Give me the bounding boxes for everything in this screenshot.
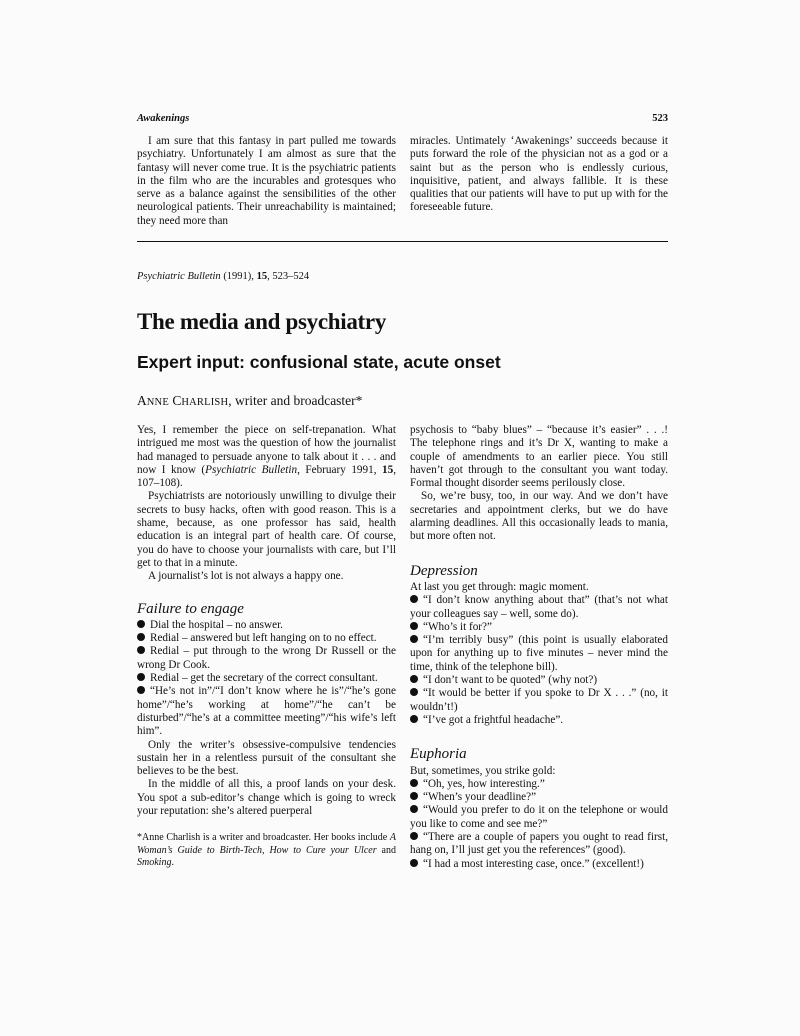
- bullet-text: Redial – answered but left hanging on to no effect.: [150, 632, 377, 645]
- running-head-title: Awakenings: [137, 113, 190, 124]
- bullet-item: [410, 634, 668, 674]
- bullet-text: “There are a couple of papers you ought to read first, hang on, I’ll just get you the references” (good).: [410, 831, 668, 857]
- bullet-icon: [137, 673, 145, 681]
- bullet-item: [410, 714, 668, 727]
- citation-volume: 15: [256, 271, 268, 282]
- paragraph: [137, 424, 396, 490]
- article-divider: [137, 241, 668, 242]
- bullet-item: [137, 685, 396, 738]
- paragraph: In the middle of all this, a proof lands on your desk. You spot a sub-editor’s change which is going to wreck your reputation: she’s altered puerperal: [137, 778, 396, 818]
- bullet-text: “I had a most interesting case, once.” (excellent!): [423, 857, 644, 870]
- citation-journal: Psychiatric Bulletin: [137, 271, 221, 282]
- volume: 15: [382, 463, 394, 476]
- bullet-icon: [410, 715, 418, 723]
- bullet-icon: [410, 805, 418, 813]
- bullet-icon: [137, 686, 145, 694]
- section-heading: Failure to engage: [137, 600, 244, 617]
- prev-article-column-left: [137, 135, 396, 228]
- article-title: The media and psychiatry: [137, 309, 387, 334]
- bullet-item: [410, 831, 668, 858]
- bullet-icon: [410, 595, 418, 603]
- section-heading: Euphoria: [410, 746, 467, 763]
- bullet-text: “Would you prefer to do it on the telephone or would you like to come and see me?”: [410, 804, 668, 830]
- prev-article-column-right: [410, 135, 668, 215]
- bullet-text: “He’s not in”/“I don’t know where he is”/“he’s gone home”/“he’s working at home”/“he can’t be disturbed”/“he’s at a committee meeting”/“his wife’s left him”.: [137, 685, 396, 738]
- text-run: Yes, I remember the piece on self-trepanation. What intrigued me most was the question of how the journalist had managed to persuade anyone to talk about it . . . and now I know (: [137, 424, 396, 476]
- bullet-item: [137, 672, 396, 685]
- page-number: 523: [652, 113, 668, 124]
- prev-article-paragraph: miracles. Untimately ‘Awakenings’ succeeds because it puts forward the role of the physician not as a god or a saint but as the person who is endlessly curious, inquisitive, patient, and always fallible. It is these qualities that our patients will have to put up with for the foreseeable future.: [410, 135, 668, 214]
- paragraph: psychosis to “baby blues” – “because it’s easier” . . .! The telephone rings and it’s Dr X, wanting to make a couple of amendments to an earlier piece. You still haven’t got through to the consultant you want today. Formal thought disorder seems perilously close.: [410, 424, 668, 490]
- journal-name: Psychiatric Bulletin: [205, 463, 298, 476]
- bullet-icon: [410, 622, 418, 630]
- bullet-icon: [137, 646, 145, 654]
- author-first-rest: NNE: [146, 397, 169, 408]
- citation-year: (1991),: [220, 271, 257, 282]
- paragraph: But, sometimes, you strike gold:: [410, 764, 556, 777]
- author-last-initial: C: [172, 393, 182, 408]
- bullet-icon: [410, 779, 418, 787]
- bullet-text: “When’s your deadline?”: [423, 791, 537, 804]
- bullet-item: [410, 594, 668, 621]
- bullet-item: [410, 804, 668, 831]
- paragraph: A journalist’s lot is not always a happy one.: [148, 570, 344, 583]
- text-run: , February 1991,: [297, 463, 383, 476]
- bullet-text: “I don’t want to be quoted” (why not?): [423, 674, 598, 687]
- author-last-rest: HARLISH: [181, 397, 229, 408]
- bullet-item: [137, 619, 396, 632]
- footnote-text: and: [376, 844, 396, 856]
- paragraph: Only the writer’s obsessive-compulsive tendencies sustain her in a relentless pursuit of the consultant she believes to be the best.: [137, 738, 396, 778]
- citation-pages: , 523–524: [267, 271, 310, 282]
- bullet-icon: [137, 633, 145, 641]
- bullet-item: [137, 632, 396, 645]
- footnote-text: .: [171, 856, 174, 868]
- book-title: Smoking: [137, 856, 172, 868]
- running-head: [137, 113, 668, 129]
- bullet-item: [410, 687, 668, 714]
- paragraph: At last you get through: magic moment.: [410, 580, 589, 593]
- bullet-icon: [410, 635, 418, 643]
- author-role: , writer and broadcaster*: [228, 393, 363, 408]
- bullet-item: [137, 645, 396, 672]
- paragraph: Psychiatrists are notoriously unwilling to divulge their secrets to busy hacks, often with good reason. This is a shame, because, as one professor has said, health education is an integral part of health care. Of course, you do have to choose your journalists with care, but I’ll get to that in a minute.: [137, 490, 396, 569]
- bullet-icon: [410, 792, 418, 800]
- bullet-text: “I’m terribly busy” (this point is usually elaborated upon for anything up to five minutes – never mind the time, think of the telephone bill).: [410, 634, 668, 673]
- article-column-right: [410, 424, 668, 871]
- bullet-text: “It would be better if you spoke to Dr X . . .” (no, it wouldn’t!): [410, 687, 668, 713]
- bullet-item: [410, 674, 668, 687]
- bullet-text: “I don’t know anything about that” (that’s not what your colleagues say – well, some do).: [410, 594, 668, 620]
- paragraph: So, we’re busy, too, in our way. And we don’t have secretaries and appointment clerks, but we do have alarming deadlines. All this occasionally leads to mania, but more often not.: [410, 490, 668, 543]
- book-titles: A Woman’s Guide to Birth-Tech, How to Cure your Ulcer: [137, 832, 396, 856]
- citation: [137, 271, 309, 282]
- bullet-item: [410, 778, 668, 791]
- bullet-text: “I’ve got a frightful headache”.: [423, 713, 564, 726]
- prev-article-paragraph: I am sure that this fantasy in part pulled me towards psychiatry. Unfortunately I am almost as sure that the fantasy will never come true. It is the psychiatric patients in the film who are the incurables and grotesques who serve as a balance against the sensibilities of the other neurological patients. Their unreachability is maintained; they need more than: [137, 135, 396, 227]
- bullet-text: Redial – put through to the wrong Dr Russell or the wrong Dr Cook.: [137, 645, 396, 671]
- author-first-initial: A: [137, 393, 147, 408]
- text-run: , 107–108).: [137, 463, 396, 490]
- bullet-icon: [410, 688, 418, 696]
- bullet-text: “Oh, yes, how interesting.”: [423, 777, 545, 790]
- bullet-item: [410, 791, 668, 804]
- bullet-text: Dial the hospital – no answer.: [150, 618, 283, 631]
- article-subtitle: Expert input: confusional state, acute onset: [137, 352, 501, 372]
- bullet-icon: [410, 859, 418, 867]
- author-line: [137, 393, 362, 409]
- bullet-text: “Who’s it for?”: [423, 620, 492, 633]
- bullet-icon: [410, 832, 418, 840]
- bullet-icon: [137, 620, 145, 628]
- article-column-left: [137, 424, 396, 869]
- bullet-item: [410, 621, 668, 634]
- footnote: [137, 832, 396, 869]
- bullet-text: Redial – get the secretary of the correct consultant.: [150, 672, 378, 685]
- bullet-item: [410, 858, 668, 871]
- section-heading: Depression: [410, 562, 478, 579]
- footnote-text: *Anne Charlish is a writer and broadcaster. Her books include: [137, 832, 390, 844]
- bullet-icon: [410, 675, 418, 683]
